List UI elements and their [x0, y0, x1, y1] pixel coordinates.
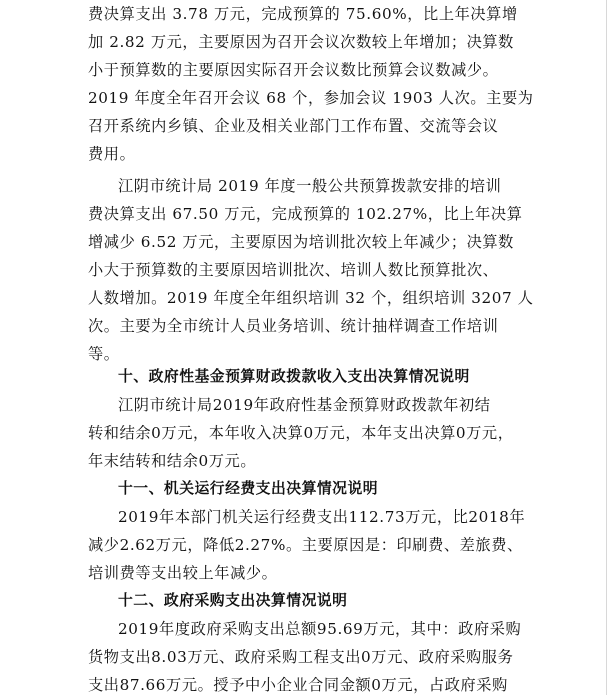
text-line: 召开系统内乡镇、企业及相关业部门工作布置、交流等会议	[88, 117, 499, 135]
text-line: 人数增加。2019 年度全年组织培训 32 个，组织培训 3207 人	[88, 289, 534, 307]
text-line: 年末结转和结余0万元。	[88, 452, 257, 470]
text-line: 支出87.66万元。授予中小企业合同金额0万元，占政府采购	[88, 676, 508, 694]
text-line: 增减少 6.52 万元，主要原因为培训批次较上年减少；决算数	[88, 233, 514, 251]
text-line: 费决算支出 3.78 万元，完成预算的 75.60%，比上年决算增	[88, 5, 518, 23]
text-line: 减少2.62万元，降低2.27%。主要原因是：印刷费、差旅费、	[88, 536, 523, 554]
text-line: 费决算支出 67.50 万元，完成预算的 102.27%，比上年决算	[88, 205, 523, 223]
section-heading: 十二、政府采购支出决算情况说明	[118, 592, 348, 609]
text-line: 小于预算数的主要原因实际召开会议数比预算会议数减少。	[88, 61, 499, 79]
text-line: 费用。	[88, 145, 136, 163]
text-line: 2019年度政府采购支出总额95.69万元，其中：政府采购	[118, 620, 522, 638]
text-line: 次。主要为全市统计人员业务培训、统计抽样调查工作培训	[88, 317, 499, 335]
text-line: 江阴市统计局 2019 年度一般公共预算拨款安排的培训	[118, 177, 502, 195]
text-line: 加 2.82 万元，主要原因为召开会议次数较上年增加；决算数	[88, 33, 514, 51]
text-line: 小大于预算数的主要原因培训批次、培训人数比预算批次、	[88, 261, 499, 279]
text-line: 2019年本部门机关运行经费支出112.73万元，比2018年	[118, 508, 526, 526]
text-line: 江阴市统计局2019年政府性基金预算财政拨款年初结	[118, 396, 491, 414]
text-line: 货物支出8.03万元、政府采购工程支出0万元、政府采购服务	[88, 648, 514, 666]
text-line: 等。	[88, 345, 120, 363]
text-line: 2019 年度全年召开会议 68 个，参加会议 1903 人次。主要为	[88, 89, 534, 107]
text-line: 转和结余0万元，本年收入决算0万元，本年支出决算0万元，	[88, 424, 514, 442]
section-heading: 十一、机关运行经费支出决算情况说明	[118, 480, 379, 497]
text-line: 培训费等支出较上年减少。	[88, 564, 278, 582]
section-heading: 十、政府性基金预算财政拨款收入支出决算情况说明	[118, 368, 470, 385]
